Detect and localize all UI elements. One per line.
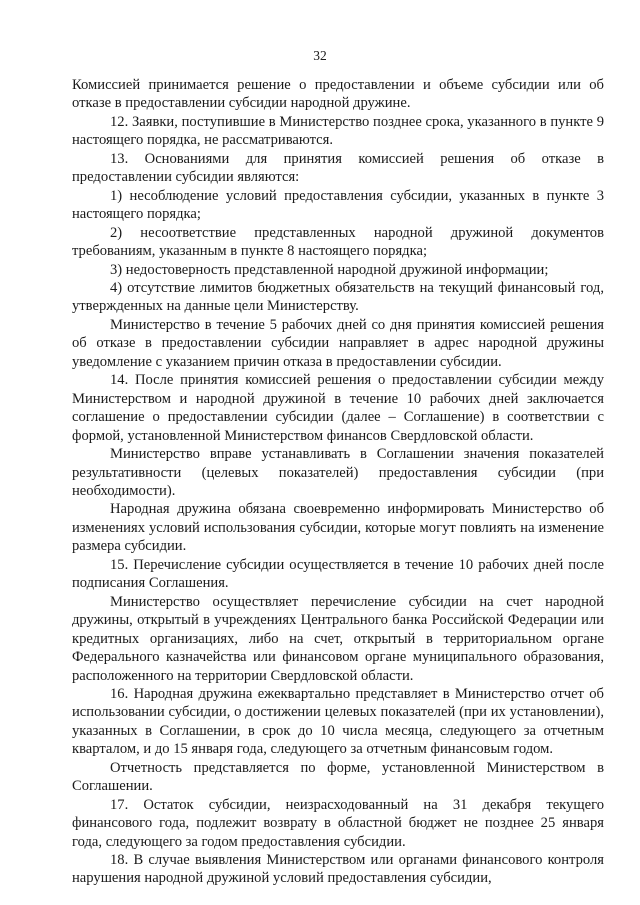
paragraph: 2) несоответствие представленных народной дружиной документов требованиям, указанным в пункте 8 настоящего порядка;	[72, 224, 604, 260]
paragraph: 15. Перечисление субсидии осуществляется в течение 10 рабочих дней после подписания Соглашения.	[72, 556, 604, 592]
paragraph: Министерство вправе устанавливать в Соглашении значения показателей результативности (целевых показателей) предоставления субсидии (при необходимости).	[72, 446, 604, 499]
paragraph: 18. В случае выявления Министерством или органами финансового контроля нарушения народной дружиной условий предоставления субсидии,	[72, 852, 604, 887]
paragraph: 14. После принятия комиссией решения о предоставлении субсидии между Министерством и народной дружиной в течение 10 рабочих дней заключается соглашение о предоставлении субсидии (далее – Соглашение) в соответствии с формой, установленной Министерством финансов Свердловской области.	[72, 372, 604, 444]
paragraph: Министерство в течение 5 рабочих дней со дня принятия комиссией решения об отказе в предоставлении субсидии направляет в адрес народной дружины уведомление с указанием причин отказа в предоставлении субсидии.	[72, 316, 604, 370]
document-body	[72, 76, 604, 888]
paragraph: Отчетность представляется по форме, установленной Министерством в Соглашении.	[72, 759, 604, 795]
paragraph: Комиссией принимается решение о предоставлении и объеме субсидии или об отказе в предоставлении субсидии народной дружине.	[72, 77, 604, 112]
paragraph: Народная дружина обязана своевременно информировать Министерство об изменениях условий использования субсидии, которые могут повлиять на изменение размера субсидии.	[72, 501, 604, 555]
paragraph: 12. Заявки, поступившие в Министерство позднее срока, указанного в пункте 9 настоящего порядка, не рассматриваются.	[72, 113, 604, 149]
paragraph: 16. Народная дружина ежеквартально представляет в Министерство отчет об использовании субсидии, о достижении целевых показателей (при их установлении), указанных в Соглашении, в срок до 10 числа месяца, следующего за отчетным кварталом, и до 15 января года, следующего за отчетным финансовым годом.	[72, 685, 604, 758]
page-number: 32	[313, 48, 327, 63]
paragraph: 3) недостоверность представленной народной дружиной информации;	[110, 261, 549, 278]
paragraph: Министерство осуществляет перечисление субсидии на счет народной дружины, открытый в учреждениях Центрального банка Российской Федерации или кредитных организациях, либо на счет, открытый в территориальном органе Федерального казначейства или финансовом органе муниципального образования, расположенного на территории Свердловской области.	[72, 593, 604, 684]
paragraph: 1) несоблюдение условий предоставления субсидии, указанных в пункте 3 настоящего порядка;	[72, 187, 604, 223]
paragraph: 13. Основаниями для принятия комиссией решения об отказе в предоставлении субсидии являются:	[72, 150, 604, 186]
paragraph: 4) отсутствие лимитов бюджетных обязательств на текущий финансовый год, утвержденных на данные цели Министерству.	[72, 279, 604, 315]
paragraph: 17. Остаток субсидии, неизрасходованный на 31 декабря текущего финансового года, подлежит возврату в областной бюджет не позднее 25 января года, следующего за годом предоставления субсидии.	[72, 796, 604, 850]
